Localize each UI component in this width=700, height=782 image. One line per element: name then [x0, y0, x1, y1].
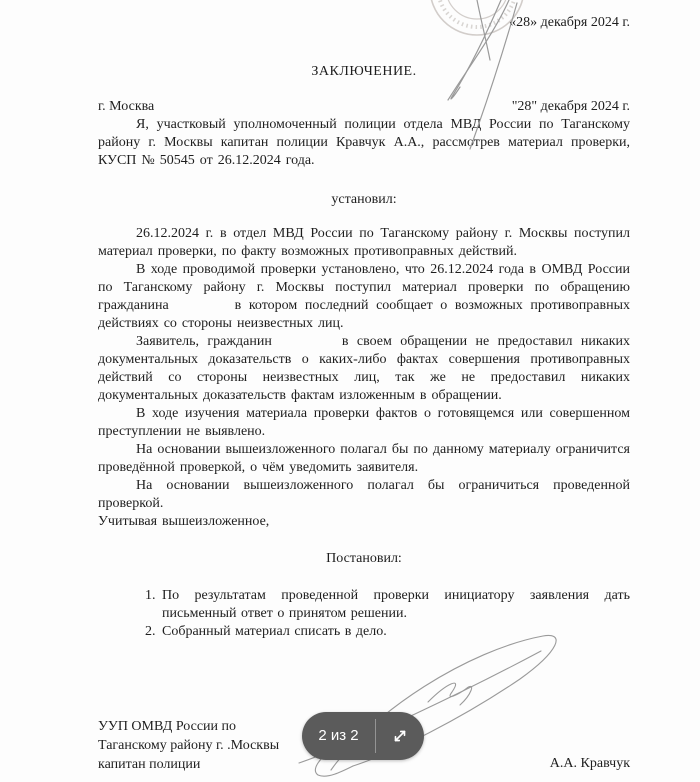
paragraph-2-text-cont: в котором последний сообщает о возможных противоправных действиях со стороны неизвестных лиц.: [98, 298, 630, 331]
paragraph-1: 26.12.2024 г. в отдел МВД России по Таганскому району г. Москвы поступил материал проверки, по факту возможных противоправных действий.: [98, 226, 630, 259]
resolution-item: 1. По результатам проведенной проверки инициатору заявления дать письменный ответ о принятом решении.: [160, 587, 630, 623]
paragraph-7: Учитывая вышеизложенное,: [98, 514, 270, 529]
paragraph-2: [98, 261, 630, 333]
expand-icon: [391, 727, 409, 745]
intro-paragraph: Я, участковый уполномоченный полиции отдела МВД России по Таганскому району г. Москвы капитан полиции Кравчук А.А., рассмотрев материал проверки, КУСП № 50545 от 26.12.2024 года.: [98, 117, 630, 168]
paragraph-3: [98, 333, 630, 405]
resolution-item: 2. Собранный материал списать в дело.: [160, 623, 630, 641]
paragraph-4: В ходе изучения материала проверки фактов о готовящемся или совершенном преступлении не выявлено.: [98, 406, 630, 439]
section-postanovil: Постановил:: [326, 551, 402, 566]
expand-button[interactable]: [376, 712, 424, 760]
signer-position-line: Таганскому району г. .Москвы: [98, 738, 280, 753]
stamp-date: «28» декабря 2024 г.: [509, 15, 630, 30]
page-indicator-pill[interactable]: [302, 712, 424, 760]
paragraph-3-text-cont: в своем обращении не предоставил никаких документальных доказательств о каких-либо фактах совершения противоправных действий со стороны неизвестных лиц, так же не предоставил никаких документальных доказательств фактам изложенным в обращении.: [98, 334, 630, 403]
document-title: ЗАКЛЮЧЕНИЕ.: [311, 64, 417, 79]
section-ustanovil: установил:: [331, 192, 397, 207]
signer-position-line: капитан полиции: [98, 757, 201, 772]
paragraph-2-text: В ходе проводимой проверки установлено, что 26.12.2024 года в ОМВД России по Таганскому району г. Москвы поступил материал проверки по обращению гражданина: [98, 262, 630, 313]
page-indicator: 2 из 2: [318, 727, 359, 744]
signer-name: А.А. Кравчук: [549, 756, 630, 771]
signer-position: [98, 717, 279, 774]
city-date-row: [98, 98, 630, 116]
date-label: "28" декабря 2024 г.: [511, 99, 630, 114]
signer-position-line: УУП ОМВД России по: [98, 719, 237, 734]
resolutions-list: [98, 587, 630, 641]
paragraph-3-text: Заявитель, гражданин: [136, 334, 272, 349]
city-label: г. Москва: [98, 99, 155, 114]
paragraph-6: На основании вышеизложенного полагал бы ограничиться проведенной проверкой.: [98, 478, 630, 511]
paragraph-5: На основании вышеизложенного полагал бы по данному материалу ограничится проведённой проверкой, о чём уведомить заявителя.: [98, 442, 630, 475]
